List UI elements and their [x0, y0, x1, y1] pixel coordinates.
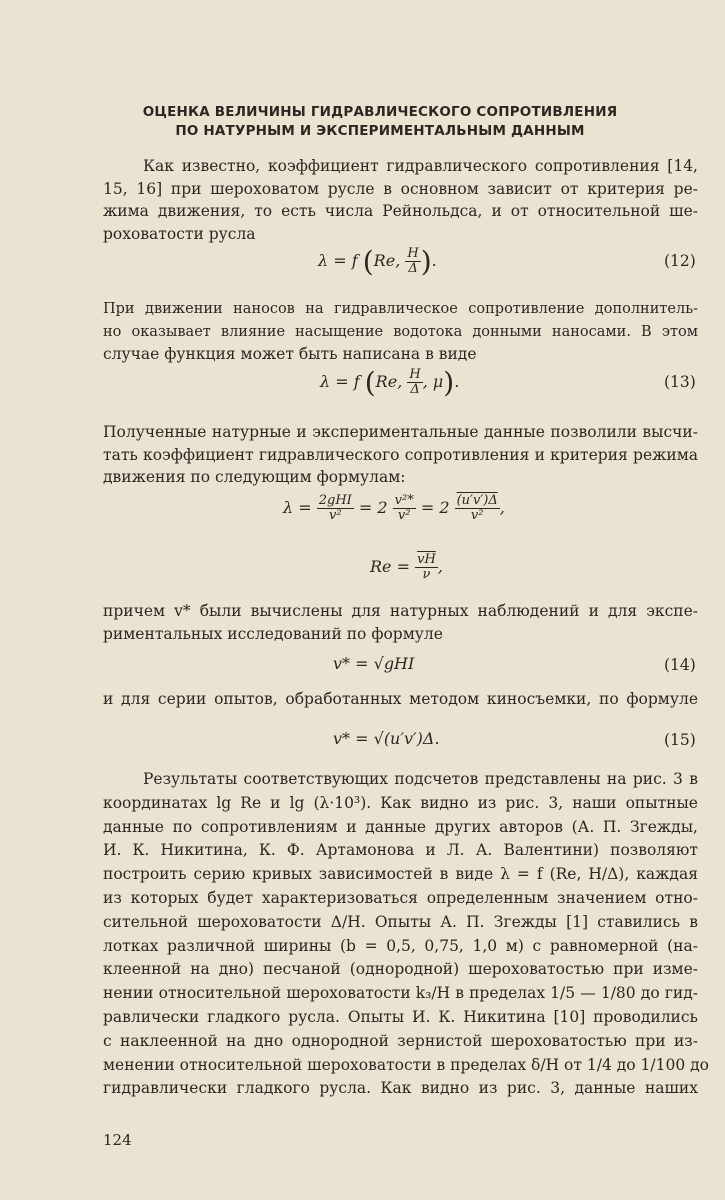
- paragraph-1: [103, 155, 698, 245]
- text-line: сительной шероховатости Δ/H. Опыты А. П. Згежды [1] ставились в: [103, 912, 698, 931]
- fraction: $\frac{\overline{vH}}{\nu}$: [417, 552, 436, 582]
- text-line: и для серии опытов, обработанных методом киносъемки, по формуле: [103, 690, 698, 708]
- paragraph-4: [103, 600, 698, 645]
- text-line: координатах lg Re и lg (λ·10³). Как видно из рис. 3, наши опытные: [103, 793, 698, 812]
- text-line: роховатости русла: [103, 224, 256, 243]
- text-line: случае функция может быть написана в виде: [103, 345, 477, 363]
- paragraph-3: [103, 421, 698, 489]
- eq-arg: Re,: [375, 372, 403, 391]
- text-line: При движении наносов на гидравлическое сопротивление дополнитель-: [103, 301, 698, 317]
- equation-number-13: (13): [664, 373, 696, 391]
- section-title-line-2: ПО НАТУРНЫМ И ЭКСПЕРИМЕНТАЛЬНЫМ ДАННЫМ: [175, 123, 585, 139]
- equation-number-12: (12): [664, 252, 696, 270]
- fraction-h-delta: $\frac{H}{\Delta}$: [409, 367, 421, 397]
- text-line: Результаты соответствующих подсчетов представлены на рис. 3 в: [143, 770, 698, 788]
- section-title-line-1: ОЦЕНКА ВЕЛИЧИНЫ ГИДРАВЛИЧЕСКОГО СОПРОТИВЛЕНИЯ: [142, 104, 618, 120]
- equation-13: λ = f (Re, $\frac{H}{\Delta}$ , μ).: [320, 366, 460, 399]
- text-line: 15, 16] при шероховатом русле в основном зависит от критерия ре-: [103, 179, 698, 198]
- fraction: $\frac{\text{v²*}}{\text{v²}}$: [394, 493, 414, 523]
- text-line: данные по сопротивлениям и данные других авторов (А. П. Згежды,: [103, 817, 698, 836]
- text-line: гидравлически гладкого русла. Как видно из рис. 3, данные наших: [103, 1079, 698, 1098]
- fraction: $\frac{\text{2gHI}}{\text{v²}}$: [318, 493, 352, 523]
- text-line: с наклеенной на дно однородной зернистой шероховатостью при из-: [103, 1031, 698, 1050]
- equation-number-14: (14): [664, 656, 696, 674]
- equation-15: v* = √(u′v′)Δ.: [333, 729, 440, 748]
- text-line: жима движения, то есть числа Рейнольдса, и от относительной ше-: [103, 202, 698, 220]
- equation-12: λ = f (Re, $\frac{H}{\Delta}$ ).: [318, 245, 437, 278]
- equation-number-15: (15): [664, 731, 696, 749]
- text-line: Как известно, коэффициент гидравлического сопротивления [14,: [143, 157, 698, 175]
- paragraph-2: [103, 298, 698, 366]
- text-line: построить серию кривых зависимостей в виде λ = f (Re, H/Δ), каждая: [103, 865, 698, 884]
- text-line: из которых будет характеризоваться определенным значением отно-: [103, 888, 698, 907]
- eq-lhs: λ = f: [318, 251, 358, 270]
- eq-arg: Re,: [373, 251, 401, 270]
- fraction: $\frac{(u'v')\Delta}{\text{v²}}$: [456, 493, 498, 523]
- fraction-h-delta: $\frac{H}{\Delta}$: [407, 246, 419, 276]
- text-line: тать коэффициент гидравлического сопротивления и критерия режима: [103, 445, 698, 464]
- text-line: И. К. Никитина, К. Ф. Артамонова и Л. А. Валентини) позволяют: [103, 841, 698, 860]
- text-line: клеенной на дно) песчаной (однородной) шероховатостью при изме-: [103, 960, 698, 979]
- text-line: менении относительной шероховатости в пределах δ/H от 1/4 до 1/100 до: [103, 1055, 710, 1074]
- equation-lambda: λ = $\frac{\text{2gHI}}{\text{v²}}$ = 2 $\frac{\text{v²*}}{\text{v²}}$ = 2 $\frac{(u'v')\Delta}{\text{v²}}$ ,: [283, 493, 505, 523]
- equation-reynolds: Re = $\frac{\overline{vH}}{\nu}$ ,: [370, 552, 443, 582]
- text-line: Полученные натурные и экспериментальные данные позволили высчи-: [103, 423, 698, 441]
- text-line: движения по следующим формулам:: [103, 468, 406, 486]
- text-line: но оказывает влияние насыщение водотока донными наносами. В этом: [103, 323, 698, 340]
- equation-14: v* = √gHI: [333, 654, 415, 673]
- text-line: риментальных исследований по формуле: [103, 624, 443, 643]
- text-line: нении относительной шероховатости k₃/H в пределах 1/5 — 1/80 до гид-: [103, 984, 698, 1003]
- eq-mu: , μ: [422, 372, 444, 391]
- text-line: причем v* были вычислены для натурных наблюдений и для экспе-: [103, 602, 698, 620]
- eq-lhs: λ = f: [320, 372, 360, 391]
- page-number: 124: [103, 1131, 132, 1149]
- text-line: лотках различной ширины (b = 0,5, 0,75, 1,0 м) с равномерной (на-: [103, 936, 698, 955]
- paragraph-5: [103, 688, 698, 711]
- text-line: равлически гладкого русла. Опыты И. К. Никитина [10] проводились: [103, 1007, 698, 1026]
- paragraph-6: [103, 768, 710, 1101]
